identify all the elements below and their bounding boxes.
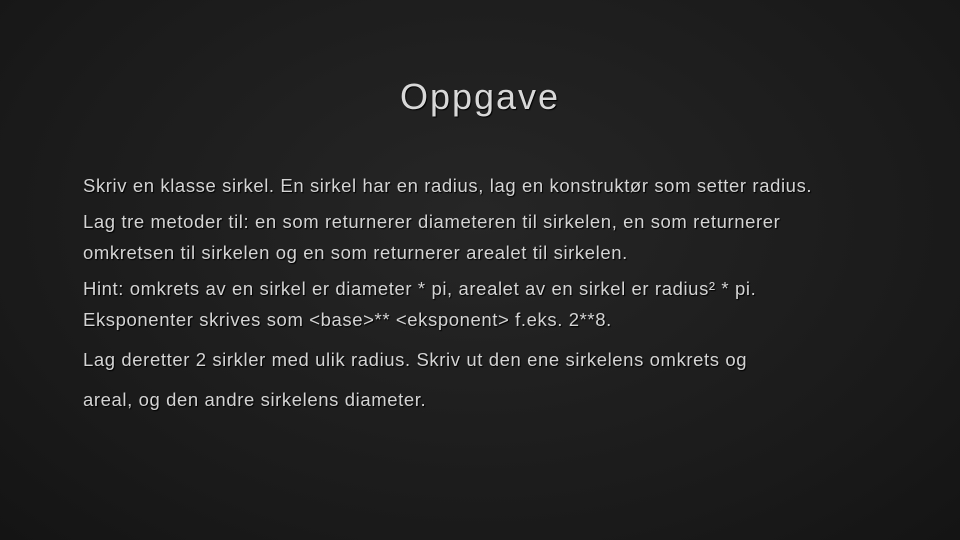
paragraph-1: [83, 170, 903, 201]
paragraph-4-line-2: areal, og den andre sirkelens diameter.: [83, 389, 427, 410]
paragraph-4: [83, 340, 903, 420]
paragraph-2-line-1: Lag tre metoder til: en som returnerer diameteren til sirkelen, en som returnerer: [83, 211, 781, 232]
paragraph-3: [83, 273, 903, 335]
paragraph-2-line-2: omkretsen til sirkelen og en som returnerer arealet til sirkelen.: [83, 242, 628, 263]
paragraph-3-line-2: Eksponenter skrives som <base>** <eksponent> f.eks. 2**8.: [83, 309, 612, 330]
slide-body: [83, 170, 903, 420]
paragraph-3-line-1: Hint: omkrets av en sirkel er diameter * pi, arealet av en sirkel er radius² * pi.: [83, 278, 757, 299]
paragraph-4-line-1: Lag deretter 2 sirkler med ulik radius. Skriv ut den ene sirkelens omkrets og: [83, 349, 748, 370]
slide-title: Oppgave: [399, 76, 561, 117]
paragraph-2: [83, 206, 903, 268]
paragraph-1-line-1: Skriv en klasse sirkel. En sirkel har en radius, lag en konstruktør som setter radius.: [83, 175, 813, 196]
